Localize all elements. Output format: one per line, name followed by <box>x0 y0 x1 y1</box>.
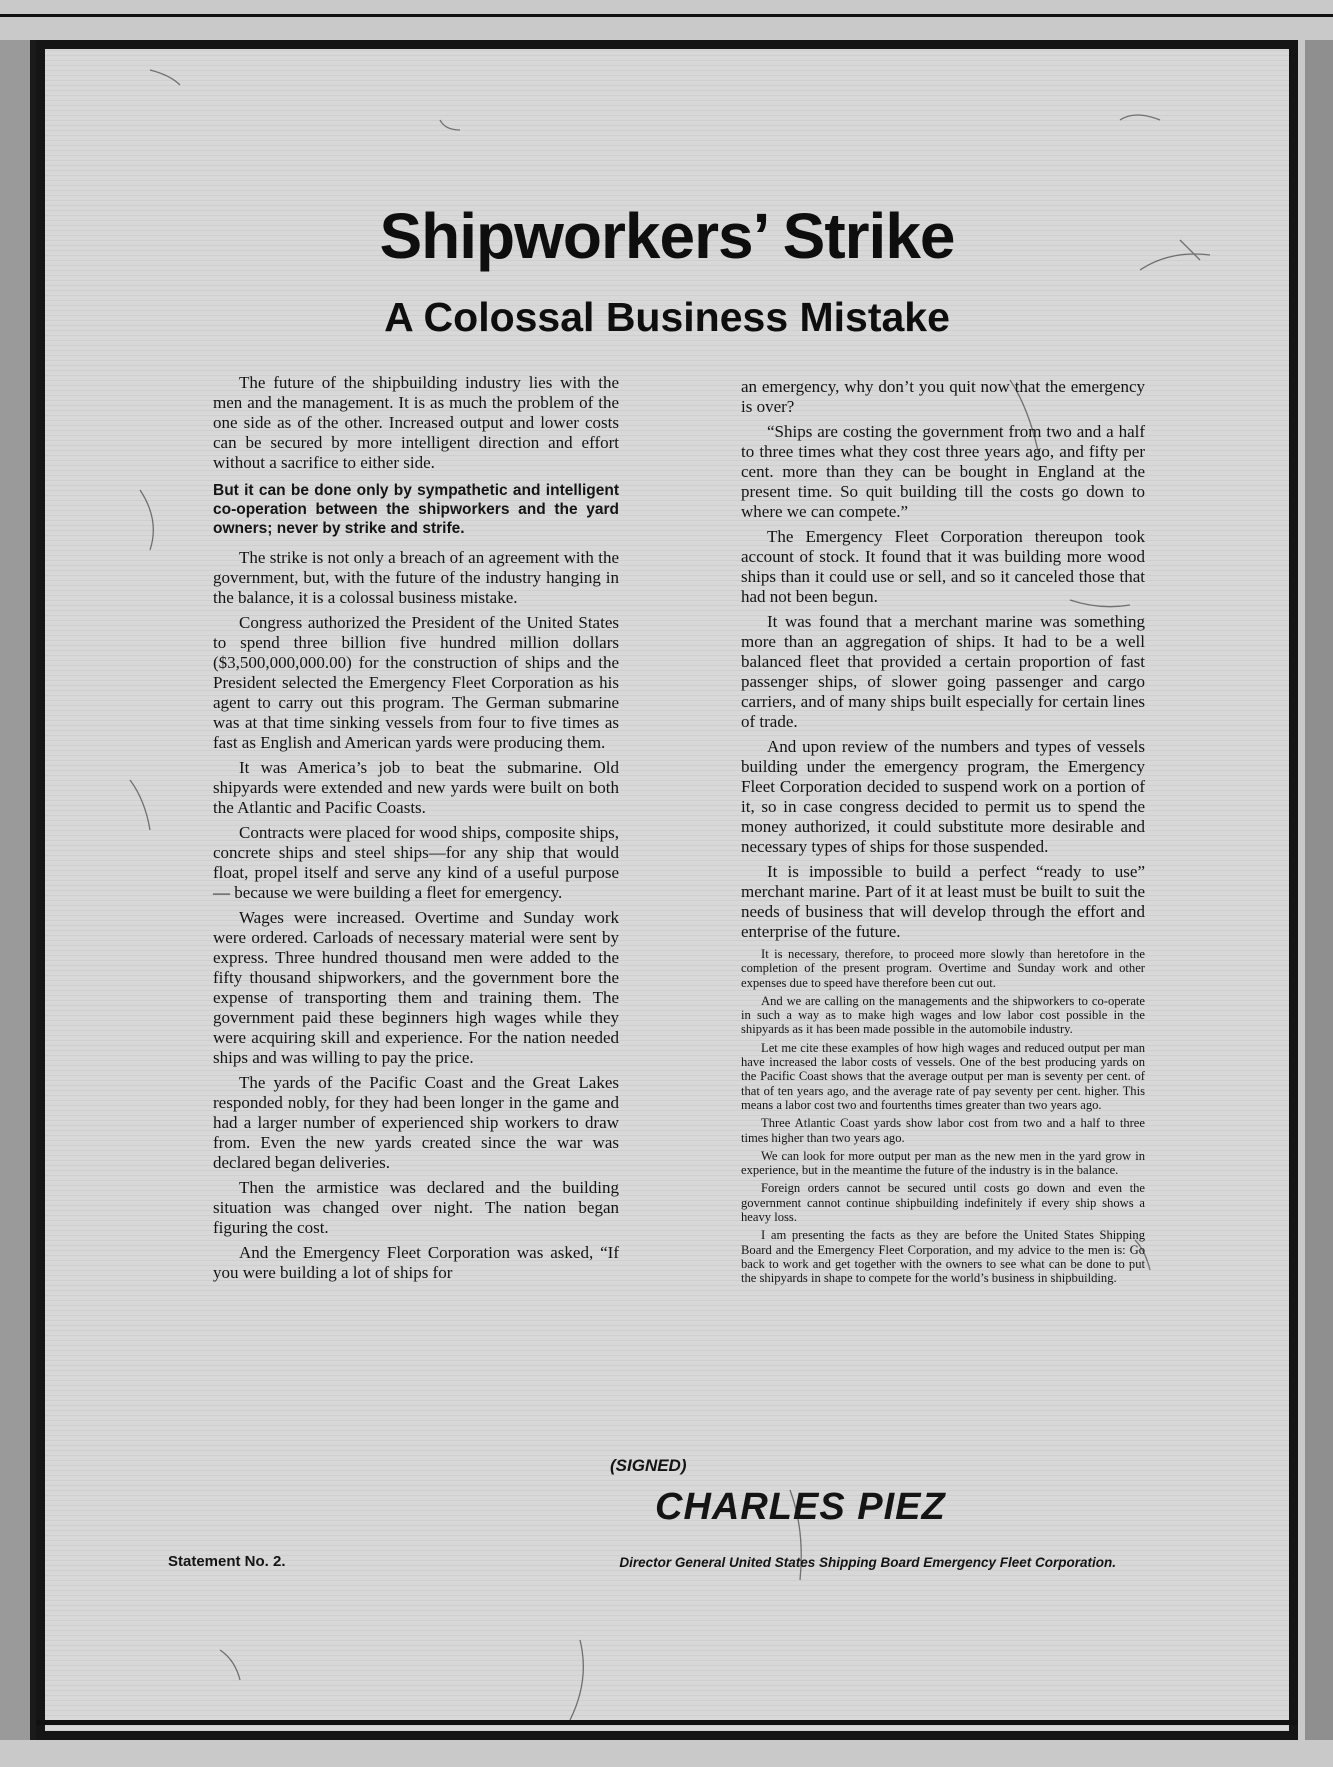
left-column <box>213 373 619 1288</box>
paragraph: It was found that a merchant marine was something more than an aggregation of ships. It had to be a well balanced fleet that provided a certain proportion of fast passenger ships, of slower going passenger and cargo carriers, and of many ships built especially for certain lines of trade. <box>741 612 1145 731</box>
paragraph: It was America’s job to beat the submarine. Old shipyards were extended and new yards were built on both the Atlantic and Pacific Coasts. <box>213 758 619 817</box>
paragraph: Wages were increased. Overtime and Sunday work were ordered. Carloads of necessary material were sent by express. Three hundred thousand men were added to the fifty thousand shipworkers, and the government bore the expense of transporting them and training them. The government paid these beginners high wages while they were acquiring skill and experience. For the nation needed ships and was willing to pay the price. <box>213 908 619 1067</box>
bottom-rule <box>36 1720 1298 1725</box>
small-paragraph: Foreign orders cannot be secured until costs go down and even the government cannot continue shipbuilding indefinitely if every ship shows a heavy loss. <box>741 1181 1145 1225</box>
paragraph: Then the armistice was declared and the building situation was changed over night. The nation began figuring the cost. <box>213 1178 619 1237</box>
right-column <box>741 377 1145 1290</box>
adjacent-page-right <box>1305 40 1333 1740</box>
paragraph: The Emergency Fleet Corporation thereupon took account of stock. It found that it was building more wood ships than it could use or sell, and so it canceled those that had not been begun. <box>741 527 1145 606</box>
headline: Shipworkers’ Strike <box>379 200 955 272</box>
top-rule <box>0 14 1333 17</box>
bold-paragraph: But it can be done only by sympathetic and intelligent co-operation between the shipworkers and the yard owners; never by strike and strife. <box>213 482 619 537</box>
small-paragraph: And we are calling on the managements and the shipworkers to co-operate in such a way as to make high wages and low labor cost possible in the shipyards as it has been made possible in the automobile industry. <box>741 993 1145 1037</box>
subheadline: A Colossal Business Mistake <box>384 294 950 340</box>
paragraph: an emergency, why don’t you quit now that the emergency is over? <box>741 377 1145 416</box>
small-paragraph: Let me cite these examples of how high wages and reduced output per man have increased the labor costs of vessels. One of the best producing yards on the Pacific Coast shows that the average output per man is seventy per cent. of that of ten years ago, and the average rate of pay seventy per cent. higher. This means a labor cost two and fourtenths times greater than two years ago. <box>741 1040 1145 1112</box>
paragraph: It is impossible to build a perfect “ready to use” merchant marine. Part of it at least must be built to suit the needs of business that will develop through the effort and enterprise of the future. <box>741 862 1145 941</box>
paragraph: “Ships are costing the government from two and a half to three times what they cost three years ago, and fifty per cent. more than they can be bought in England at the present time. So quit building till the costs go down to where we can compete.” <box>741 422 1145 521</box>
small-paragraph: We can look for more output per man as the new men in the yard grow in experience, but in the meantime the future of the industry is in the balance. <box>741 1148 1145 1178</box>
signer-name: CHARLES PIEZ <box>655 1486 946 1528</box>
small-paragraph: It is necessary, therefore, to proceed more slowly than heretofore in the completion of the present program. Overtime and Sunday work and other expenses due to speed have therefore been cut out. <box>741 947 1145 990</box>
signer-title: Director General United States Shipping Board Emergency Fleet Corporation. <box>619 1555 1116 1570</box>
paragraph: Contracts were placed for wood ships, composite ships, concrete ships and steel ships—for any ship that would float, propel itself and serve any kind of a useful purpose — because we were building a fleet for emergency. <box>213 823 619 902</box>
paragraph: The strike is not only a breach of an agreement with the government, but, with the future of the industry hanging in the balance, it is a colossal business mistake. <box>213 548 619 607</box>
paragraph: Congress authorized the President of the United States to spend three billion five hundred million dollars ($3,500,000,000.00) for the construction of ships and the President selected the Emergency Fleet Corporation as his agent to carry out this program. The German submarine was at that time sinking vessels from four to five times as fast as English and American yards were producing them. <box>213 613 619 752</box>
statement-label: Statement No. 2. <box>168 1553 286 1570</box>
small-paragraph: Three Atlantic Coast yards show labor cost from two and a half to three times higher than two years ago. <box>741 1116 1145 1145</box>
paragraph: And the Emergency Fleet Corporation was asked, “If you were building a lot of ships for <box>213 1243 619 1282</box>
adjacent-page-left <box>0 40 36 1740</box>
paragraph: And upon review of the numbers and types of vessels building under the emergency program, the Emergency Fleet Corporation decided to suspend work on a portion of it, so in case congress decided to permit us to spend the money authorized, it could substitute more desirable and necessary types of ships for those suspended. <box>741 737 1145 856</box>
signed-label: (SIGNED) <box>610 1456 687 1475</box>
paragraph: The future of the shipbuilding industry lies with the men and the management. It is as much the problem of the one side as of the other. Increased output and lower costs can be secured by more intelligent direction and effort without a sacrifice to either side. <box>213 373 619 472</box>
small-paragraph: I am presenting the facts as they are before the United States Shipping Board and the Emergency Fleet Corporation, and my advice to the men is: Go back to work and get together with the owners to see what can be done to put the shipyards in shape to compete for the world’s business in shipbuilding. <box>741 1228 1145 1286</box>
paragraph: The yards of the Pacific Coast and the Great Lakes responded nobly, for they had been longer in the game and had a larger number of experienced ship workers to draw from. Even the new yards created since the war was declared began deliveries. <box>213 1073 619 1172</box>
advertisement-frame <box>36 40 1298 1740</box>
